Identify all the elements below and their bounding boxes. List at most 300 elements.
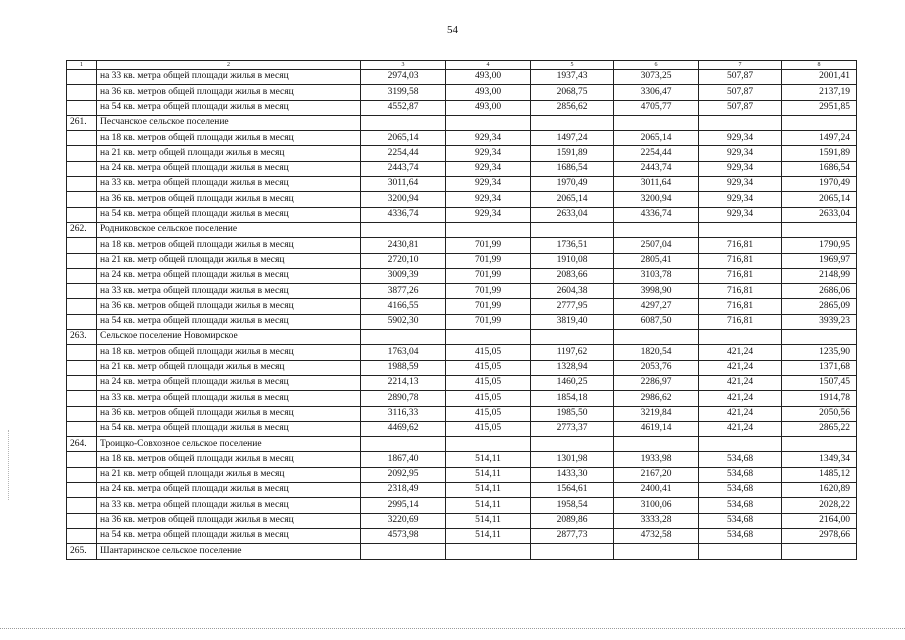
empty-cell <box>446 115 531 130</box>
section-number: 264. <box>67 437 97 452</box>
table-row <box>67 314 857 329</box>
section-row <box>67 437 857 452</box>
value-cell-col-3: 3116,33 <box>361 406 446 421</box>
value-cell-col-7: 716,81 <box>699 314 782 329</box>
value-cell-col-5: 1328,94 <box>531 360 614 375</box>
value-cell-col-6: 4732,58 <box>614 528 699 543</box>
value-cell-col-3: 3200,94 <box>361 192 446 207</box>
value-cell-col-6: 2065,14 <box>614 131 699 146</box>
section-number: 261. <box>67 115 97 130</box>
row-description: на 54 кв. метра общей площади жилья в месяц <box>97 421 361 436</box>
empty-cell <box>782 115 857 130</box>
value-cell-col-6: 4297,27 <box>614 299 699 314</box>
value-cell-col-5: 1433,30 <box>531 467 614 482</box>
value-cell-col-7: 421,24 <box>699 345 782 360</box>
value-cell-col-4: 929,34 <box>446 146 531 161</box>
row-number-cell <box>67 360 97 375</box>
section-title: Песчанское сельское поселение <box>97 115 361 130</box>
value-cell-col-4: 415,05 <box>446 345 531 360</box>
row-description: на 36 кв. метров общей площади жилья в месяц <box>97 299 361 314</box>
empty-cell <box>361 437 446 452</box>
value-cell-col-3: 2254,44 <box>361 146 446 161</box>
section-row <box>67 330 857 345</box>
empty-cell <box>782 222 857 237</box>
value-cell-col-6: 6087,50 <box>614 314 699 329</box>
row-number-cell <box>67 146 97 161</box>
row-description: на 21 кв. метр общей площади жилья в месяц <box>97 467 361 482</box>
row-number-cell <box>67 528 97 543</box>
column-number: 5 <box>531 61 614 70</box>
value-cell-col-3: 3199,58 <box>361 85 446 100</box>
value-cell-col-4: 514,11 <box>446 467 531 482</box>
value-cell-col-6: 3333,28 <box>614 513 699 528</box>
value-cell-col-3: 1988,59 <box>361 360 446 375</box>
value-cell-col-8: 1371,68 <box>782 360 857 375</box>
row-number-cell <box>67 100 97 115</box>
value-cell-col-7: 534,68 <box>699 528 782 543</box>
table-row <box>67 85 857 100</box>
value-cell-col-8: 2148,99 <box>782 268 857 283</box>
empty-cell <box>699 437 782 452</box>
table-row <box>67 299 857 314</box>
row-description: на 54 кв. метра общей площади жилья в месяц <box>97 100 361 115</box>
value-cell-col-4: 701,99 <box>446 299 531 314</box>
row-description: на 33 кв. метра общей площади жилья в месяц <box>97 498 361 513</box>
table-row <box>67 207 857 222</box>
empty-cell <box>782 544 857 559</box>
row-description: на 18 кв. метров общей площади жилья в месяц <box>97 452 361 467</box>
value-cell-col-6: 2400,41 <box>614 483 699 498</box>
row-description: на 36 кв. метров общей площади жилья в месяц <box>97 513 361 528</box>
value-cell-col-8: 2137,19 <box>782 85 857 100</box>
value-cell-col-8: 2951,85 <box>782 100 857 115</box>
value-cell-col-4: 929,34 <box>446 161 531 176</box>
value-cell-col-6: 3011,64 <box>614 177 699 192</box>
value-cell-col-8: 1349,34 <box>782 452 857 467</box>
empty-cell <box>614 222 699 237</box>
scan-edge <box>0 628 905 629</box>
empty-cell <box>531 437 614 452</box>
value-cell-col-7: 507,87 <box>699 70 782 85</box>
value-cell-col-5: 2604,38 <box>531 284 614 299</box>
value-cell-col-6: 3306,47 <box>614 85 699 100</box>
column-number: 1 <box>67 61 97 70</box>
section-number: 265. <box>67 544 97 559</box>
empty-cell <box>699 330 782 345</box>
value-cell-col-4: 929,34 <box>446 192 531 207</box>
section-title: Шантаринское сельское поселение <box>97 544 361 559</box>
value-cell-col-5: 1736,51 <box>531 238 614 253</box>
value-cell-col-7: 716,81 <box>699 238 782 253</box>
empty-cell <box>361 222 446 237</box>
row-number-cell <box>67 192 97 207</box>
table-row <box>67 375 857 390</box>
table-row <box>67 391 857 406</box>
value-cell-col-7: 716,81 <box>699 268 782 283</box>
value-cell-col-7: 421,24 <box>699 406 782 421</box>
value-cell-col-8: 2050,56 <box>782 406 857 421</box>
section-number: 262. <box>67 222 97 237</box>
value-cell-col-3: 3220,69 <box>361 513 446 528</box>
row-description: на 36 кв. метров общей площади жилья в месяц <box>97 85 361 100</box>
empty-cell <box>782 330 857 345</box>
value-cell-col-3: 2995,14 <box>361 498 446 513</box>
value-cell-col-4: 514,11 <box>446 483 531 498</box>
row-number-cell <box>67 161 97 176</box>
value-cell-col-5: 1937,43 <box>531 70 614 85</box>
value-cell-col-8: 2065,14 <box>782 192 857 207</box>
value-cell-col-5: 3819,40 <box>531 314 614 329</box>
table-row <box>67 452 857 467</box>
value-cell-col-3: 2318,49 <box>361 483 446 498</box>
row-description: на 33 кв. метра общей площади жилья в месяц <box>97 391 361 406</box>
table-row <box>67 238 857 253</box>
row-description: на 33 кв. метра общей площади жилья в месяц <box>97 70 361 85</box>
value-cell-col-5: 2856,62 <box>531 100 614 115</box>
value-cell-col-8: 2001,41 <box>782 70 857 85</box>
column-number: 4 <box>446 61 531 70</box>
value-cell-col-3: 2065,14 <box>361 131 446 146</box>
value-cell-col-5: 1197,62 <box>531 345 614 360</box>
table-body <box>67 61 857 560</box>
section-number: 263. <box>67 330 97 345</box>
value-cell-col-4: 493,00 <box>446 70 531 85</box>
value-cell-col-7: 534,68 <box>699 467 782 482</box>
table-row <box>67 177 857 192</box>
value-cell-col-6: 2507,04 <box>614 238 699 253</box>
value-cell-col-5: 1564,61 <box>531 483 614 498</box>
value-cell-col-4: 415,05 <box>446 406 531 421</box>
value-cell-col-7: 716,81 <box>699 284 782 299</box>
column-number: 8 <box>782 61 857 70</box>
value-cell-col-4: 514,11 <box>446 528 531 543</box>
value-cell-col-5: 1970,49 <box>531 177 614 192</box>
value-cell-col-7: 929,34 <box>699 131 782 146</box>
row-number-cell <box>67 391 97 406</box>
table-row <box>67 192 857 207</box>
row-description: на 18 кв. метров общей площади жилья в месяц <box>97 238 361 253</box>
empty-cell <box>446 222 531 237</box>
value-cell-col-7: 421,24 <box>699 421 782 436</box>
empty-cell <box>614 437 699 452</box>
value-cell-col-7: 534,68 <box>699 498 782 513</box>
value-cell-col-8: 1235,90 <box>782 345 857 360</box>
value-cell-col-7: 421,24 <box>699 360 782 375</box>
row-description: на 18 кв. метров общей площади жилья в месяц <box>97 131 361 146</box>
empty-cell <box>699 222 782 237</box>
row-description: на 24 кв. метра общей площади жилья в месяц <box>97 268 361 283</box>
table-row <box>67 513 857 528</box>
table-row <box>67 253 857 268</box>
value-cell-col-4: 701,99 <box>446 314 531 329</box>
value-cell-col-8: 1497,24 <box>782 131 857 146</box>
row-number-cell <box>67 513 97 528</box>
value-cell-col-6: 3073,25 <box>614 70 699 85</box>
row-description: на 24 кв. метра общей площади жилья в месяц <box>97 483 361 498</box>
row-description: на 54 кв. метра общей площади жилья в месяц <box>97 314 361 329</box>
value-cell-col-6: 2053,76 <box>614 360 699 375</box>
value-cell-col-4: 701,99 <box>446 268 531 283</box>
empty-cell <box>614 544 699 559</box>
row-description: на 36 кв. метров общей площади жилья в месяц <box>97 406 361 421</box>
value-cell-col-3: 4552,87 <box>361 100 446 115</box>
value-cell-col-3: 4469,62 <box>361 421 446 436</box>
value-cell-col-6: 4336,74 <box>614 207 699 222</box>
value-cell-col-5: 2773,37 <box>531 421 614 436</box>
empty-cell <box>531 222 614 237</box>
table-row <box>67 483 857 498</box>
value-cell-col-7: 507,87 <box>699 100 782 115</box>
empty-cell <box>446 437 531 452</box>
value-cell-col-3: 5902,30 <box>361 314 446 329</box>
value-cell-col-4: 514,11 <box>446 452 531 467</box>
page-number: 54 <box>447 24 458 36</box>
value-cell-col-4: 415,05 <box>446 421 531 436</box>
value-cell-col-4: 701,99 <box>446 253 531 268</box>
section-title: Троицко-Совхозное сельское поселение <box>97 437 361 452</box>
row-number-cell <box>67 406 97 421</box>
row-number-cell <box>67 85 97 100</box>
empty-cell <box>614 330 699 345</box>
value-cell-col-7: 929,34 <box>699 177 782 192</box>
row-description: на 54 кв. метра общей площади жилья в месяц <box>97 528 361 543</box>
column-number: 7 <box>699 61 782 70</box>
row-number-cell <box>67 421 97 436</box>
empty-cell <box>531 544 614 559</box>
row-number-cell <box>67 284 97 299</box>
empty-cell <box>531 330 614 345</box>
value-cell-col-8: 2978,66 <box>782 528 857 543</box>
value-cell-col-7: 534,68 <box>699 483 782 498</box>
row-number-cell <box>67 483 97 498</box>
value-cell-col-7: 421,24 <box>699 375 782 390</box>
value-cell-col-8: 1970,49 <box>782 177 857 192</box>
table-row <box>67 131 857 146</box>
value-cell-col-5: 2089,86 <box>531 513 614 528</box>
row-description: на 18 кв. метров общей площади жилья в месяц <box>97 345 361 360</box>
value-cell-col-3: 4336,74 <box>361 207 446 222</box>
table-row <box>67 421 857 436</box>
row-number-cell <box>67 238 97 253</box>
empty-cell <box>614 115 699 130</box>
value-cell-col-4: 415,05 <box>446 391 531 406</box>
value-cell-col-4: 514,11 <box>446 513 531 528</box>
value-cell-col-6: 1820,54 <box>614 345 699 360</box>
value-cell-col-5: 1958,54 <box>531 498 614 513</box>
value-cell-col-8: 1591,89 <box>782 146 857 161</box>
value-cell-col-5: 1910,08 <box>531 253 614 268</box>
value-cell-col-7: 716,81 <box>699 299 782 314</box>
value-cell-col-8: 2865,09 <box>782 299 857 314</box>
value-cell-col-7: 421,24 <box>699 391 782 406</box>
row-description: на 33 кв. метра общей площади жилья в месяц <box>97 284 361 299</box>
column-number-row <box>67 61 857 70</box>
value-cell-col-4: 415,05 <box>446 360 531 375</box>
value-cell-col-6: 2254,44 <box>614 146 699 161</box>
table-row <box>67 345 857 360</box>
value-cell-col-4: 929,34 <box>446 207 531 222</box>
value-cell-col-5: 1301,98 <box>531 452 614 467</box>
section-row <box>67 115 857 130</box>
empty-cell <box>361 115 446 130</box>
section-title: Родниковское сельское поселение <box>97 222 361 237</box>
section-row <box>67 222 857 237</box>
value-cell-col-4: 415,05 <box>446 375 531 390</box>
empty-cell <box>446 330 531 345</box>
empty-cell <box>446 544 531 559</box>
row-description: на 33 кв. метра общей площади жилья в месяц <box>97 177 361 192</box>
value-cell-col-5: 1497,24 <box>531 131 614 146</box>
value-cell-col-7: 534,68 <box>699 452 782 467</box>
value-cell-col-4: 493,00 <box>446 100 531 115</box>
value-cell-col-6: 3103,78 <box>614 268 699 283</box>
value-cell-col-4: 929,34 <box>446 177 531 192</box>
value-cell-col-5: 1460,25 <box>531 375 614 390</box>
value-cell-col-6: 2805,41 <box>614 253 699 268</box>
value-cell-col-7: 929,34 <box>699 146 782 161</box>
value-cell-col-3: 2443,74 <box>361 161 446 176</box>
empty-cell <box>361 330 446 345</box>
table-row <box>67 528 857 543</box>
row-number-cell <box>67 467 97 482</box>
row-number-cell <box>67 345 97 360</box>
value-cell-col-8: 2028,22 <box>782 498 857 513</box>
value-cell-col-8: 2686,06 <box>782 284 857 299</box>
table-row <box>67 70 857 85</box>
row-number-cell <box>67 207 97 222</box>
value-cell-col-5: 1686,54 <box>531 161 614 176</box>
value-cell-col-8: 2865,22 <box>782 421 857 436</box>
row-number-cell <box>67 375 97 390</box>
value-cell-col-8: 2633,04 <box>782 207 857 222</box>
section-title: Сельское поселение Новомирское <box>97 330 361 345</box>
value-cell-col-3: 2430,81 <box>361 238 446 253</box>
value-cell-col-5: 1985,50 <box>531 406 614 421</box>
table-row <box>67 268 857 283</box>
value-cell-col-8: 1686,54 <box>782 161 857 176</box>
value-cell-col-7: 534,68 <box>699 513 782 528</box>
row-number-cell <box>67 268 97 283</box>
value-cell-col-3: 3877,26 <box>361 284 446 299</box>
value-cell-col-6: 2443,74 <box>614 161 699 176</box>
value-cell-col-6: 1933,98 <box>614 452 699 467</box>
row-number-cell <box>67 253 97 268</box>
value-cell-col-6: 2986,62 <box>614 391 699 406</box>
value-cell-col-6: 3998,90 <box>614 284 699 299</box>
value-cell-col-8: 1507,45 <box>782 375 857 390</box>
value-cell-col-5: 2068,75 <box>531 85 614 100</box>
value-cell-col-6: 4705,77 <box>614 100 699 115</box>
tariff-table <box>66 60 857 560</box>
table-row <box>67 284 857 299</box>
value-cell-col-3: 3011,64 <box>361 177 446 192</box>
empty-cell <box>782 437 857 452</box>
table-row <box>67 406 857 421</box>
row-description: на 21 кв. метр общей площади жилья в месяц <box>97 146 361 161</box>
empty-cell <box>699 115 782 130</box>
row-number-cell <box>67 299 97 314</box>
value-cell-col-8: 2164,00 <box>782 513 857 528</box>
row-number-cell <box>67 498 97 513</box>
row-number-cell <box>67 70 97 85</box>
value-cell-col-3: 4166,55 <box>361 299 446 314</box>
row-description: на 21 кв. метр общей площади жилья в месяц <box>97 253 361 268</box>
value-cell-col-3: 2720,10 <box>361 253 446 268</box>
value-cell-col-5: 2777,95 <box>531 299 614 314</box>
column-number: 6 <box>614 61 699 70</box>
value-cell-col-5: 2877,73 <box>531 528 614 543</box>
value-cell-col-8: 1914,78 <box>782 391 857 406</box>
scan-artifact <box>8 430 9 500</box>
value-cell-col-3: 2092,95 <box>361 467 446 482</box>
value-cell-col-8: 1790,95 <box>782 238 857 253</box>
value-cell-col-6: 3219,84 <box>614 406 699 421</box>
table-row <box>67 498 857 513</box>
row-number-cell <box>67 452 97 467</box>
empty-cell <box>531 115 614 130</box>
row-number-cell <box>67 177 97 192</box>
row-number-cell <box>67 314 97 329</box>
value-cell-col-6: 4619,14 <box>614 421 699 436</box>
row-description: на 36 кв. метров общей площади жилья в месяц <box>97 192 361 207</box>
section-row <box>67 544 857 559</box>
value-cell-col-4: 514,11 <box>446 498 531 513</box>
value-cell-col-4: 493,00 <box>446 85 531 100</box>
empty-cell <box>699 544 782 559</box>
value-cell-col-8: 3939,23 <box>782 314 857 329</box>
value-cell-col-5: 1854,18 <box>531 391 614 406</box>
value-cell-col-3: 2890,78 <box>361 391 446 406</box>
value-cell-col-6: 2286,97 <box>614 375 699 390</box>
value-cell-col-4: 701,99 <box>446 238 531 253</box>
value-cell-col-7: 716,81 <box>699 253 782 268</box>
value-cell-col-4: 929,34 <box>446 131 531 146</box>
value-cell-col-3: 4573,98 <box>361 528 446 543</box>
empty-cell <box>361 544 446 559</box>
value-cell-col-7: 929,34 <box>699 161 782 176</box>
table-row <box>67 146 857 161</box>
value-cell-col-5: 2065,14 <box>531 192 614 207</box>
value-cell-col-8: 1485,12 <box>782 467 857 482</box>
table-row <box>67 360 857 375</box>
value-cell-col-6: 3100,06 <box>614 498 699 513</box>
value-cell-col-7: 929,34 <box>699 207 782 222</box>
value-cell-col-5: 2633,04 <box>531 207 614 222</box>
value-cell-col-3: 1763,04 <box>361 345 446 360</box>
value-cell-col-8: 1620,89 <box>782 483 857 498</box>
row-description: на 54 кв. метра общей площади жилья в месяц <box>97 207 361 222</box>
value-cell-col-3: 1867,40 <box>361 452 446 467</box>
value-cell-col-3: 2974,03 <box>361 70 446 85</box>
column-number: 3 <box>361 61 446 70</box>
value-cell-col-5: 1591,89 <box>531 146 614 161</box>
value-cell-col-7: 929,34 <box>699 192 782 207</box>
value-cell-col-5: 2083,66 <box>531 268 614 283</box>
value-cell-col-7: 507,87 <box>699 85 782 100</box>
table-row <box>67 467 857 482</box>
row-description: на 21 кв. метр общей площади жилья в месяц <box>97 360 361 375</box>
value-cell-col-6: 2167,20 <box>614 467 699 482</box>
value-cell-col-6: 3200,94 <box>614 192 699 207</box>
column-number: 2 <box>97 61 361 70</box>
table-row <box>67 161 857 176</box>
row-number-cell <box>67 131 97 146</box>
value-cell-col-3: 3009,39 <box>361 268 446 283</box>
value-cell-col-8: 1969,97 <box>782 253 857 268</box>
row-description: на 24 кв. метра общей площади жилья в месяц <box>97 375 361 390</box>
value-cell-col-3: 2214,13 <box>361 375 446 390</box>
value-cell-col-4: 701,99 <box>446 284 531 299</box>
